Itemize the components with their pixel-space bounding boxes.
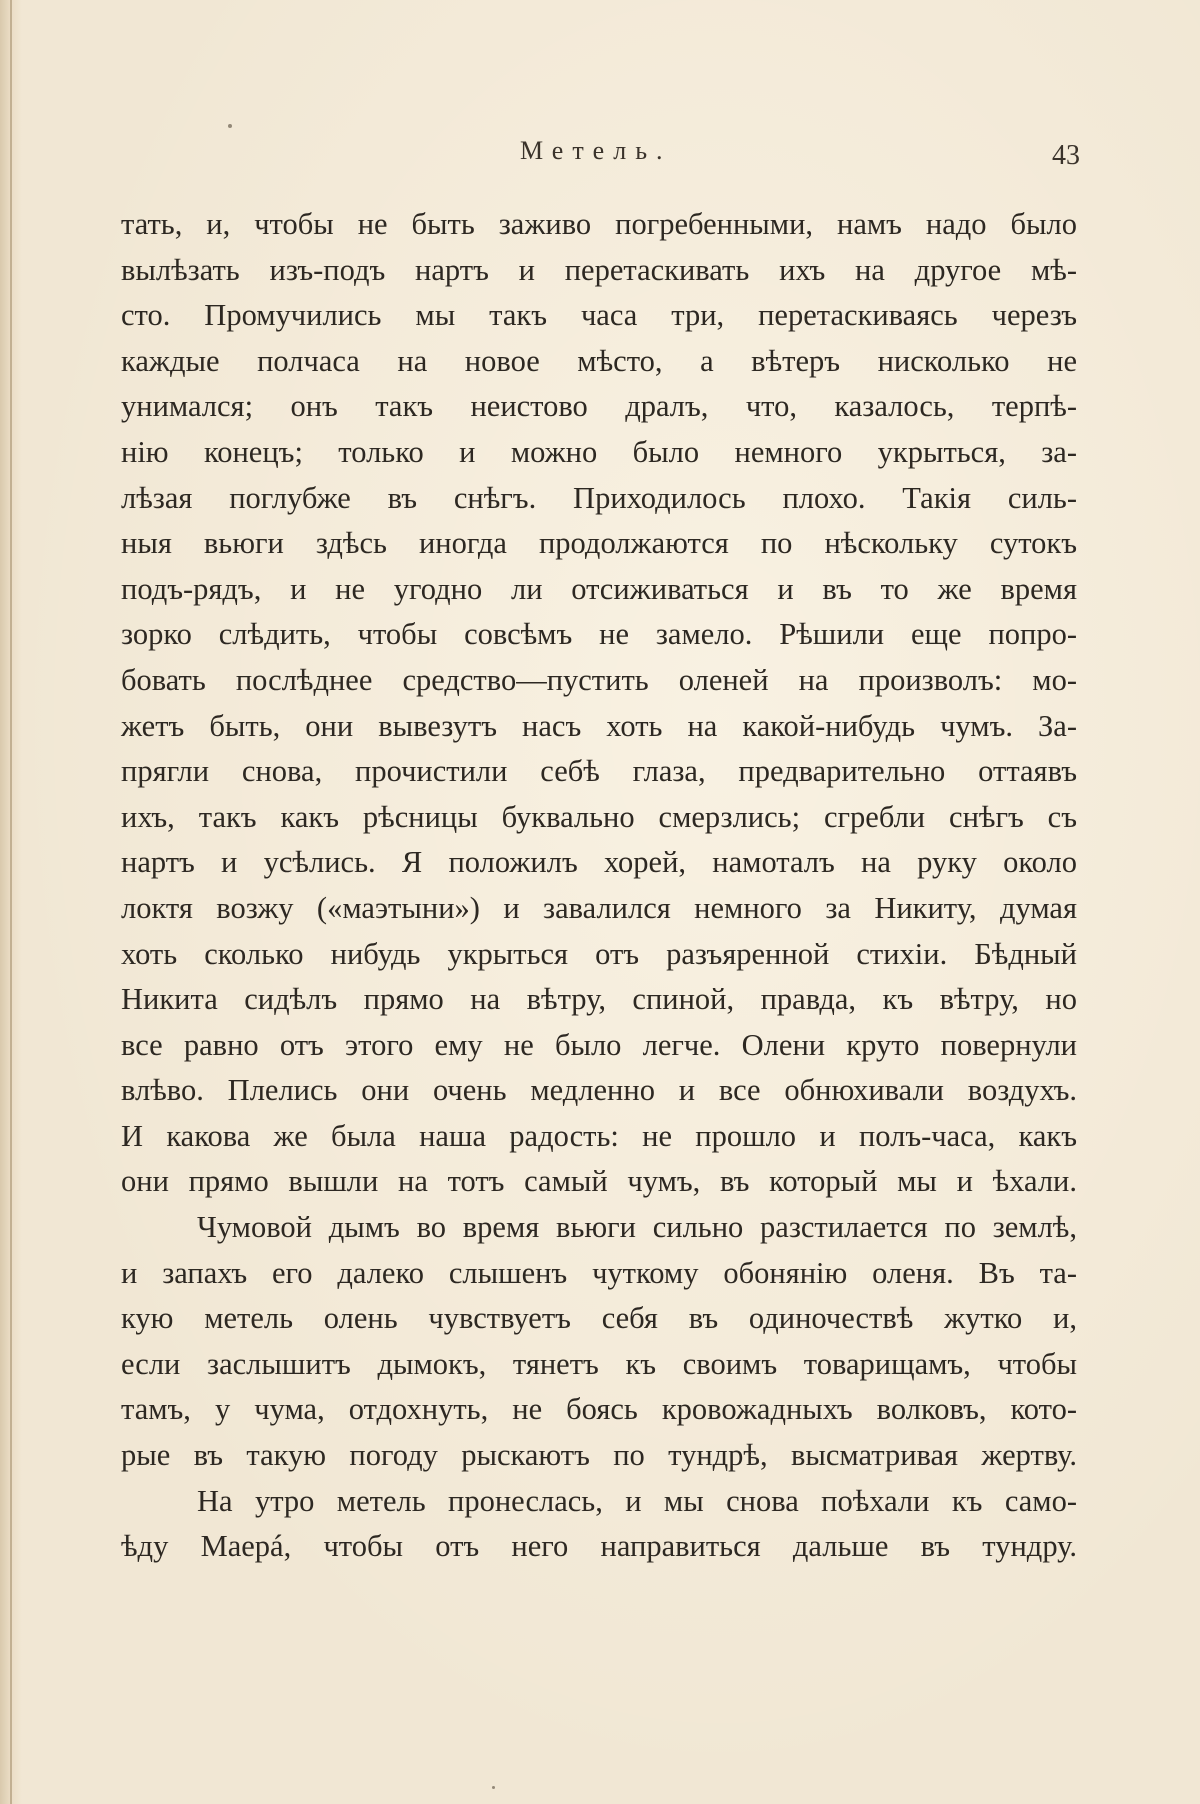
text-line: влѣво. Плелись они очень медленно и все обнюхивали воздухъ.: [121, 1073, 1077, 1108]
text-line-paragraph-start: Чумовой дымъ во время вьюги сильно разстилается по землѣ,: [197, 1210, 1077, 1245]
text-line: рые въ такую погоду рыскаютъ по тундрѣ, высматривая жертву.: [121, 1438, 1077, 1473]
text-line: лѣзая поглубже въ снѣгъ. Приходилось плохо. Такія силь-: [121, 480, 1077, 515]
text-line: хоть сколько нибудь укрыться отъ разъяренной стихіи. Бѣдный: [121, 936, 1077, 971]
page-number: 43: [1052, 140, 1080, 171]
text-line: каждые полчаса на новое мѣсто, а вѣтеръ нисколько не: [121, 343, 1077, 378]
text-line: вылѣзать изъ-подъ нартъ и перетаскивать ихъ на другое мѣ-: [121, 252, 1077, 287]
text-line: Никита сидѣлъ прямо на вѣтру, спиной, правда, къ вѣтру, но: [121, 982, 1077, 1017]
text-line: они прямо вышли на тотъ самый чумъ, въ который мы и ѣхали.: [121, 1164, 1077, 1199]
text-line: И какова же была наша радость: не прошло и полъ-часа, какъ: [121, 1118, 1077, 1153]
text-line: нартъ и усѣлись. Я положилъ хорей, намоталъ на руку около: [121, 845, 1077, 880]
text-line: нію конецъ; только и можно было немного укрыться, за-: [121, 434, 1077, 469]
paper-speck: [228, 124, 232, 128]
text-line: зорко слѣдить, чтобы совсѣмъ не замело. Рѣшили еще попро-: [121, 617, 1077, 652]
text-line-paragraph-start: На утро метель пронеслась, и мы снова поѣхали къ само-: [197, 1483, 1077, 1518]
text-line: подъ-рядъ, и не угодно ли отсиживаться и въ то же время: [121, 571, 1077, 606]
paper-speck: [492, 1786, 495, 1789]
text-line: и запахъ его далеко слышенъ чуткому обонянію оленя. Въ та-: [121, 1255, 1077, 1290]
text-line: прягли снова, прочистили себѣ глаза, предварительно оттаявъ: [121, 754, 1077, 789]
text-line: жетъ быть, они вывезутъ насъ хоть на какой-нибудь чумъ. За-: [121, 708, 1077, 743]
body-text: [121, 202, 1077, 1570]
text-line: локтя возжу («маэтыни») и завалился немного за Никиту, думая: [121, 890, 1077, 925]
text-line: тать, и, чтобы не быть заживо погребенными, намъ надо было: [121, 207, 1077, 241]
running-title: Метель.: [520, 136, 672, 165]
text-line: кую метель олень чувствуетъ себя въ одиночествѣ жутко и,: [121, 1301, 1077, 1336]
text-line: бовать послѣднее средство—пустить оленей на произволъ: мо-: [121, 662, 1077, 697]
text-line: если заслышитъ дымокъ, тянетъ къ своимъ товарищамъ, чтобы: [121, 1346, 1077, 1381]
page-spine-edge: [10, 0, 12, 1804]
text-line: тамъ, у чума, отдохнуть, не боясь кровожадныхъ волковъ, кото-: [121, 1392, 1077, 1427]
page-header: [120, 130, 1080, 170]
text-line: все равно отъ этого ему не было легче. Олени круто повернули: [121, 1027, 1077, 1062]
text-line: ихъ, такъ какъ рѣсницы буквально смерзлись; сгребли снѣгъ съ: [121, 799, 1077, 834]
text-line: унимался; онъ такъ неистово дралъ, что, казалось, терпѣ-: [121, 389, 1077, 424]
text-line: сто. Промучились мы такъ часа три, перетаскиваясь черезъ: [121, 298, 1077, 333]
text-line: ѣду Маерá, чтобы отъ него направиться дальше въ тундру.: [121, 1529, 1077, 1564]
text-line: ныя вьюги здѣсь иногда продолжаются по нѣскольку сутокъ: [121, 526, 1077, 561]
